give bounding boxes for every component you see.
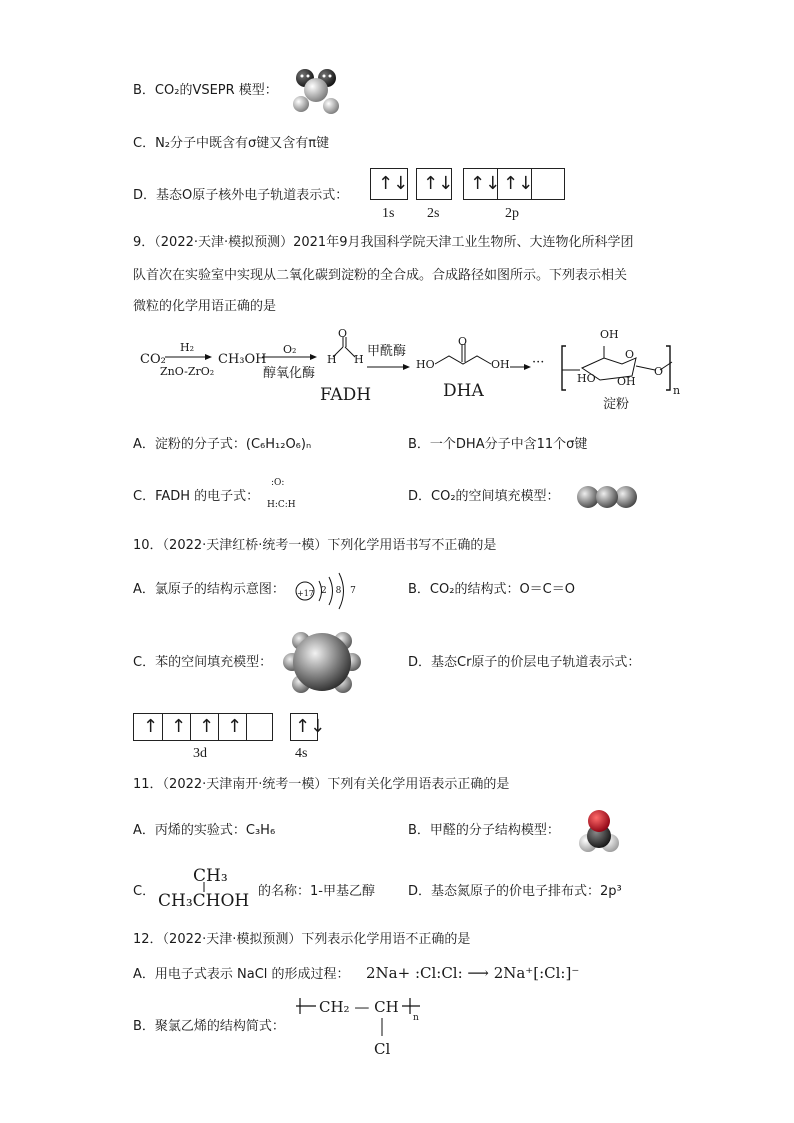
q8-option-c: C．N₂分子中既含有σ键又含有π键: [133, 136, 330, 151]
scheme-ho-left: HO: [577, 372, 596, 385]
q8-option-d: D．基态O原子核外电子轨道表示式：: [133, 188, 349, 203]
fadh-electron-o: :O:: [271, 478, 285, 488]
orbital-arrows: ↑↓: [423, 173, 454, 194]
orbital-box-4s: ↑↓: [290, 713, 318, 741]
chlorine-shells: 2 8 7: [321, 586, 359, 596]
chlorine-nucleus: +17: [297, 589, 314, 598]
scheme-enzyme2: 甲酰酶: [367, 344, 407, 359]
scheme-o: O: [338, 327, 348, 340]
q9-stem-line3: 微粒的化学用语正确的是: [133, 299, 277, 314]
q9-stem-line1: 9．（2022·天津·模拟预测）2021年9月我国科学院天津工业生物所、大连物化所科学团: [133, 235, 634, 250]
reaction-arrow: [165, 352, 215, 362]
scheme-h2: H₂: [180, 341, 195, 354]
scheme-catalyst1: ZnO-ZrO₂: [160, 365, 215, 378]
q10-option-d: D．基态Cr原子的价层电子轨道表示式：: [408, 655, 641, 670]
orbital-label: 2s: [427, 206, 440, 221]
q12-option-b: B．聚氯乙烯的结构简式：: [133, 1019, 285, 1034]
fadh-electron-formula: H:C:H: [267, 500, 296, 510]
orbital-arrows: ↑↓: [503, 173, 534, 194]
scheme-dha: DHA: [443, 381, 484, 401]
q9-stem-line2: 队首次在实验室中实现从二氧化碳到淀粉的全合成。合成路径如图所示。下列表示相关: [133, 268, 628, 283]
orbital-arrows: ↑↓: [470, 173, 501, 194]
co2-space-filling-model: [576, 484, 640, 510]
formaldehyde-model: [577, 808, 621, 854]
q11-structure-top: CH₃: [193, 866, 228, 886]
orbital-box-3d: ↑ ↑ ↑ ↑: [133, 713, 273, 741]
q10-option-a: A．氯原子的结构示意图：: [133, 582, 285, 597]
benzene-space-filling-model: [284, 624, 360, 700]
q11-option-a: A．丙烯的实验式：C₃H₆: [133, 823, 276, 838]
reaction-arrow: [262, 352, 322, 362]
pvc-n: n: [413, 1013, 419, 1023]
scheme-o2: O₂: [283, 343, 297, 356]
q8-option-b: B．CO₂的VSEPR 模型：: [133, 83, 278, 98]
nacl-formation-formula: 2Na+ :Cl:Cl: ⟶ 2Na⁺[:Cl:]⁻: [366, 964, 580, 982]
orbital-label: 3d: [193, 746, 207, 761]
pvc-main-chain: CH₂ — CH: [319, 998, 399, 1016]
q11-option-d: D．基态氮原子的价电子排布式：2p³: [408, 884, 622, 899]
q11-stem: 11．（2022·天津南开·统考一模）下列有关化学用语表示正确的是: [133, 777, 510, 792]
q10-option-b: B．CO₂的结构式：O＝C＝O: [408, 582, 575, 597]
pvc-cl: Cl: [374, 1040, 391, 1058]
orbital-label: 2p: [505, 206, 519, 221]
q12-stem: 12．（2022·天津·模拟预测）下列表示化学用语不正确的是: [133, 932, 471, 947]
orbital-label: 4s: [295, 746, 308, 761]
q9-option-b: B．一个DHA分子中含11个σ键: [408, 437, 588, 452]
scheme-dots: ···: [532, 355, 545, 370]
q11-option-b: B．甲醛的分子结构模型：: [408, 823, 560, 838]
q11-option-c-prefix: C．: [133, 884, 156, 899]
q9-option-d: D．CO₂的空间填充模型：: [408, 489, 560, 504]
scheme-oh-right: OH: [617, 375, 636, 388]
q11-option-c-suffix: 的名称：1-甲基乙醇: [258, 884, 375, 899]
vsepr-model-image: [288, 66, 346, 116]
q11-structure-bottom: CH₃CHOH: [158, 891, 250, 911]
scheme-enzyme1: 醇氧化酶: [263, 366, 316, 381]
scheme-fadh: FADH: [320, 385, 372, 405]
scheme-co2: CO₂: [140, 352, 166, 367]
orbital-box-1s: [370, 168, 408, 200]
scheme-n: n: [673, 384, 681, 397]
q12-option-a: A．用电子式表示 NaCl 的形成过程：: [133, 967, 350, 982]
q10-stem: 10．（2022·天津红桥·统考一模）下列化学用语书写不正确的是: [133, 538, 497, 553]
scheme-oh-top: OH: [600, 328, 619, 341]
orbital-arrows: ↑↓: [378, 173, 409, 194]
scheme-ch3oh: CH₃OH: [218, 352, 267, 367]
orbital-box-2s: [416, 168, 452, 200]
scheme-starch-label: 淀粉: [603, 397, 630, 412]
q9-option-a: A．淀粉的分子式：(C₆H₁₂O₆)ₙ: [133, 437, 312, 452]
orbital-box-2p: [463, 168, 565, 200]
reaction-arrow: [367, 362, 415, 372]
q9-option-c: C．FADH 的电子式：: [133, 489, 260, 504]
q10-option-c: C．苯的空间填充模型：: [133, 655, 273, 670]
orbital-label: 1s: [382, 206, 395, 221]
